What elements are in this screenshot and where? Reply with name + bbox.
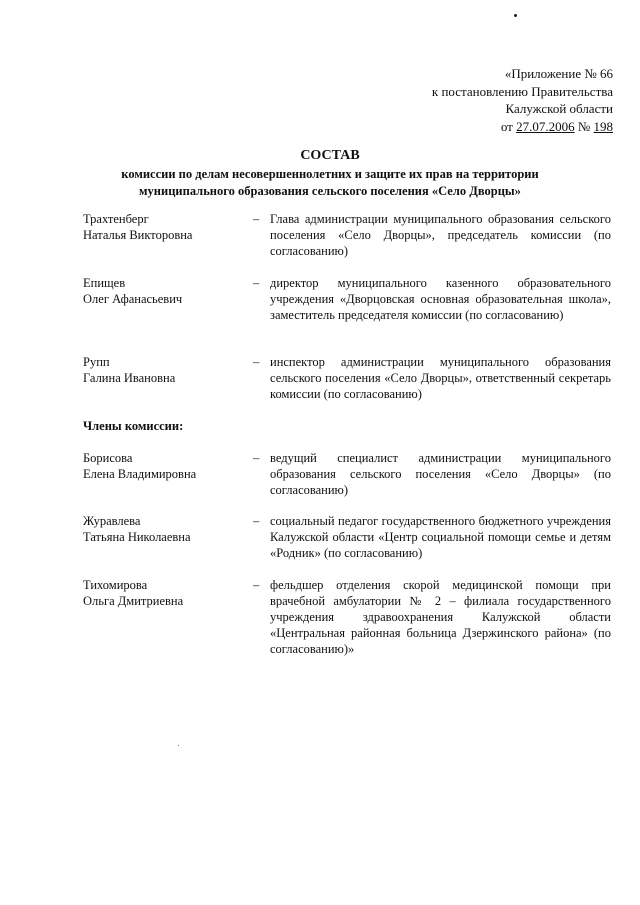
title-subtitle-line-1: комиссии по делам несовершеннолетних и защите их прав на территории: [121, 167, 539, 181]
dash-separator: –: [253, 451, 260, 465]
title-main: СОСТАВ: [300, 148, 360, 163]
person-name: [83, 211, 253, 243]
person-position: ведущий специалист администрации муниципального образования сельского поселения «Село Дворцы» (по согласованию): [270, 451, 611, 497]
person-name: [83, 450, 253, 482]
title-subtitle-line-2: муниципального образования сельского поселения «Село Дворцы»: [139, 183, 521, 198]
person-name: [83, 275, 253, 307]
scan-speck: [178, 745, 179, 746]
ink-dot: [514, 14, 517, 17]
dash-separator: –: [253, 212, 260, 226]
annex-date-prefix: от: [500, 118, 517, 134]
annex-date-line: [432, 118, 613, 136]
annex-resolution: к постановлению Правительства: [431, 83, 613, 99]
annex-number: «Приложение № 66: [504, 66, 613, 81]
person-name: [83, 354, 253, 386]
person-surname: Журавлева: [83, 514, 141, 528]
dash-separator: –: [253, 578, 260, 592]
person-surname: Рупп: [83, 355, 110, 369]
dash-separator: –: [253, 276, 260, 290]
person-name: [83, 577, 253, 609]
annex-doc-number: 198: [593, 118, 613, 134]
person-given-name: Галина Ивановна: [83, 371, 176, 385]
person-position: Глава администрации муниципального образования сельского поселения «Село Дворцы», председатель комиссии (по согласованию): [270, 212, 611, 258]
person-given-name: Олег Афанасьевич: [83, 292, 183, 306]
dash-separator: –: [253, 514, 260, 528]
person-surname: Трахтенберг: [83, 212, 149, 226]
person-position: фельдшер отделения скорой медицинской помощи при врачебной амбулатории № 2 – филиала государственного учреждения здравоохранения Калужской области «Центральная районная больница Дзержинского района» (по согласованию)»: [270, 578, 611, 656]
person-surname: Тихомирова: [83, 578, 148, 592]
document-title: [60, 146, 600, 199]
person-surname: Епищев: [83, 276, 126, 290]
annex-date: 27.07.2006: [516, 118, 575, 134]
person-name: [83, 513, 253, 545]
annex-region: Калужской области: [505, 101, 613, 116]
annex-header: [432, 65, 613, 135]
members-heading: Члены комиссии:: [83, 419, 184, 433]
person-given-name: Елена Владимировна: [83, 467, 197, 481]
person-given-name: Татьяна Николаевна: [83, 530, 191, 544]
person-position: социальный педагог государственного бюджетного учреждения Калужской области «Центр социальной помощи семье и детям «Родник» (по согласованию): [270, 514, 611, 560]
person-surname: Борисова: [83, 451, 133, 465]
person-given-name: Ольга Дмитриевна: [83, 594, 184, 608]
person-given-name: Наталья Викторовна: [83, 228, 193, 242]
person-position: инспектор администрации муниципального образования сельского поселения «Село Дворцы», ответственный секретарь комиссии (по согласованию): [270, 355, 611, 401]
annex-number-sign: №: [574, 118, 594, 134]
dash-separator: –: [253, 355, 260, 369]
person-position: директор муниципального казенного образовательного учреждения «Дворцовская основная образовательная школа», заместитель председателя комиссии (по согласованию): [270, 276, 611, 322]
